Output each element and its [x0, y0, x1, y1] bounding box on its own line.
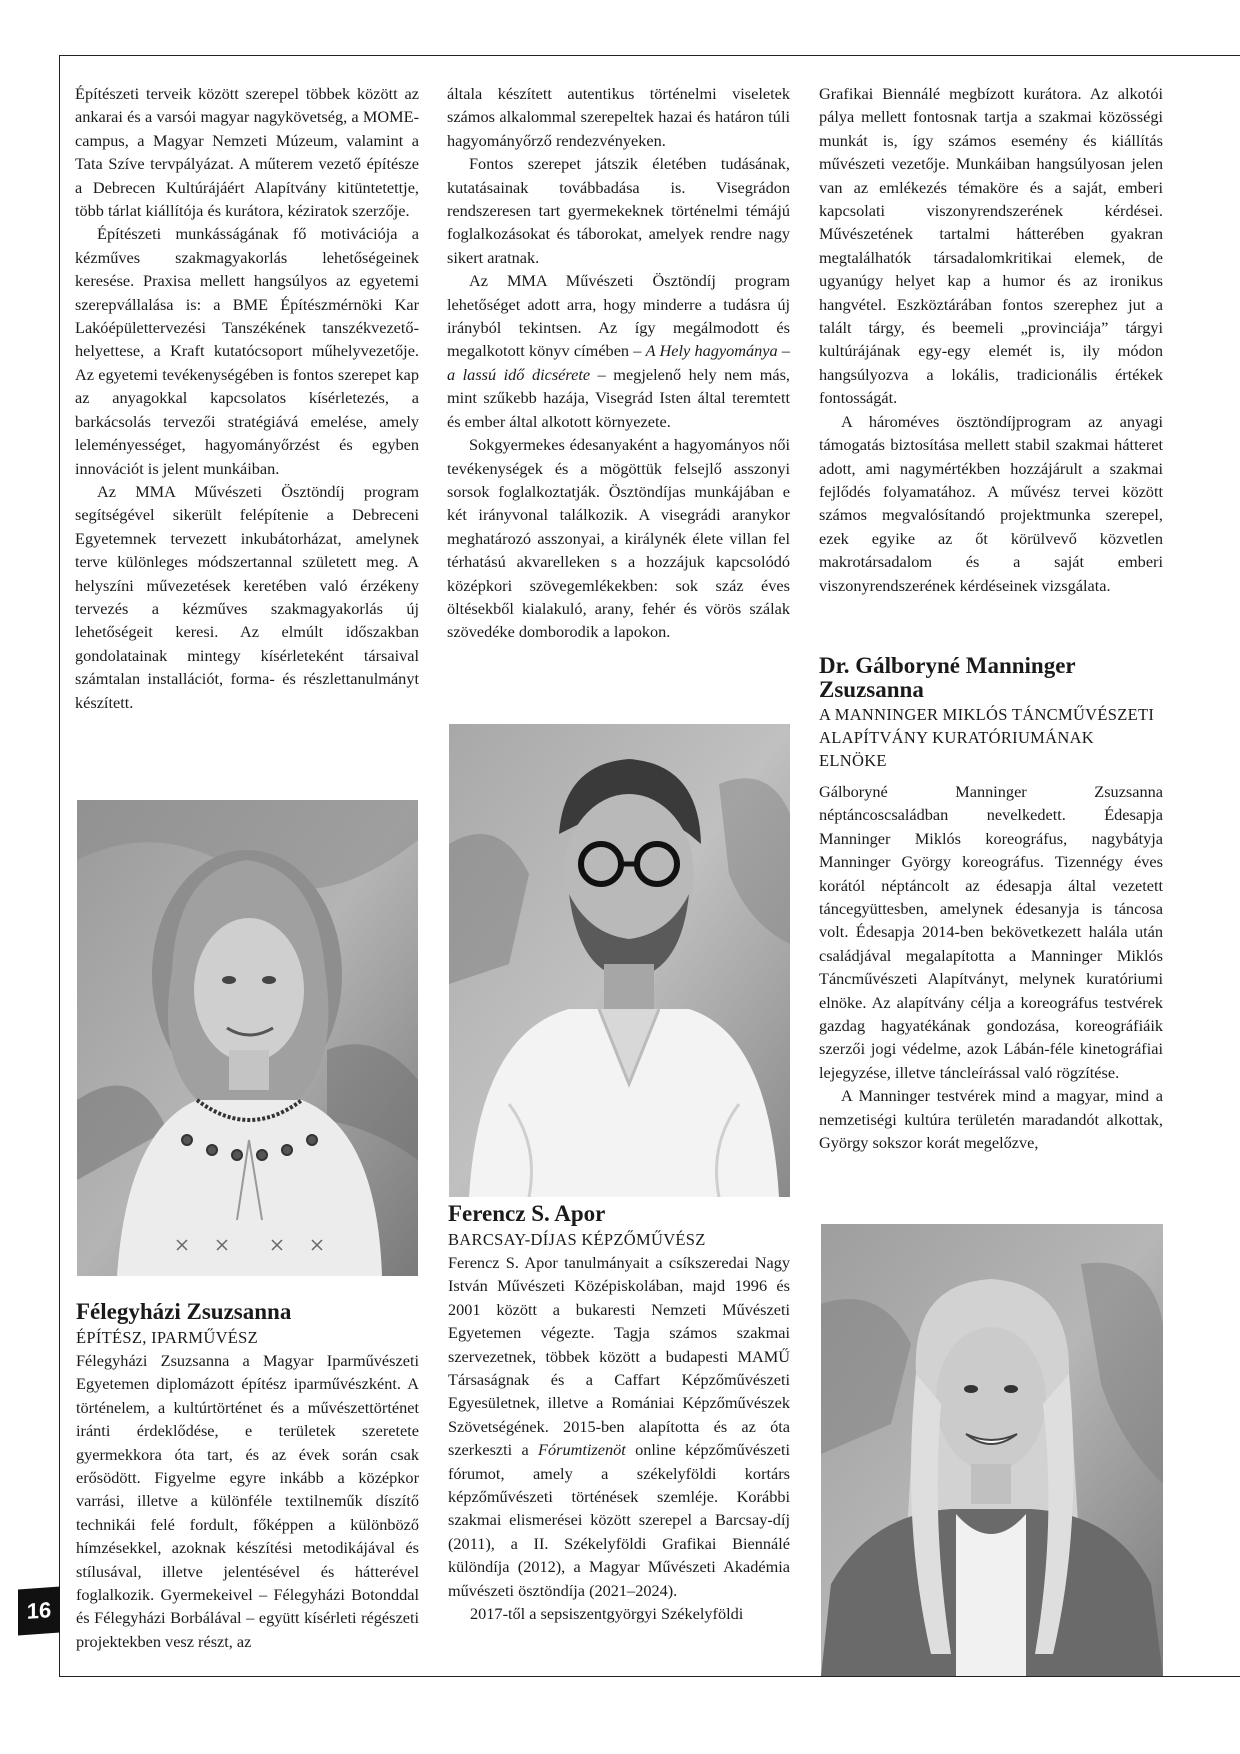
profile-name: Ferencz S. Apor — [448, 1201, 606, 1226]
paragraph: A Manninger testvérek mind a magyar, mind a nemzetiségi kultúra területén maradandót alkottak, György sokszor korát megelőzve, — [819, 1086, 1163, 1153]
paragraph: A hároméves ösztöndíjprogram az anyagi támogatás biztosítása mellett stabil szakmai hátteret adott, ami nagymértékben hozzájárult a szakmai fejlődés folyamatához. A művész tervei között számos megvalósítandó projektmunka szerepel, ezek egyike az őt körülvevő közvetlen makrotársadalom és a saját emberi viszonyrendszerének kérdéseinek vizsgálata. — [819, 411, 1163, 595]
paragraph: Építészeti terveik között szerepel többek között az ankarai és a varsói magyar nagykövetség, a MOME-campus, a Magyar Nemzeti Múzeum, valamint a Tata Szíve tervpályázat. A műterem vezető építésze a Debrecen Kultúrájáért Alapítvány kitüntetettje, több tárlat kiállítója és kurátora, kéziratok szerzője. — [75, 84, 419, 221]
profile-name: Félegyházi Zsuzsanna — [76, 1299, 292, 1324]
book-title: A Hely hagyománya – a lassú idő dicsérete — [447, 341, 791, 384]
paragraph: Az MMA Művészeti Ösztöndíj program segítségével sikerült felépítenie a Debreceni Egyetemnek tervezett inkubátorházat, amelynek terve különleges módszertannal született meg. A helyszíni művezetések keretében való érzékeny tervezés a kézműves szakmagyakorlás új lehetőségeit keresi. Az elmúlt időszakban gondolatainak mintegy kísérleteként társaival számtalan installációt, forma- és részlettanulmányt készített. — [75, 481, 419, 712]
profile-role: BARCSAY-DÍJAS KÉPZŐMŰVÉSZ — [448, 1230, 706, 1249]
article-column-3 — [819, 82, 1163, 597]
page-number: 16 — [18, 1587, 60, 1636]
paragraph: 2017-től a sepsiszentgyörgyi Székelyföldi — [470, 1604, 744, 1624]
text-run: – megjelenő hely nem más, mint szűkebb hazája, Visegrád Isten által teremtett és ember által alkotott környezete. — [447, 364, 790, 431]
profile-bio — [76, 1349, 419, 1653]
paragraph: Félegyházi Zsuzsanna a Magyar Iparművészeti Egyetemen diplomázott építész iparművészként. A történelem, a kultúrtörténet és a művészettörténet iránti érdeklődése, e területek szeretete gyermekkora óta tart, és az évek során csak erősödött. Figyelme egyre inkább a középkor varrási, illetve a különféle textilneműk díszítő technikái felé fordult, főképpen a különböző hímzésekkel, azoknak készítési metodikájával és stílusával, illetve jelentésével és hátterével foglalkozik. Gyermekeivel – Félegyházi Botonddal és Félegyházi Borbálával – együtt kísérleti régészeti projektekben vesz részt, az — [76, 1351, 419, 1651]
paragraph — [448, 1251, 790, 1602]
paragraph: Grafikai Biennálé megbízott kurátora. Az alkotói pálya mellett fontosnak tartja a szakmai közösségi munkát is, így számos esemény és kiállítás művészeti vezetője. Munkáiban hangsúlyosan jelen van az emlékezés témaköre és a saját, emberi kapcsolati viszonyrendszerének kérdései. Művészetének tartalmi hátterében gyakran megtalálhatók társadalomkritikai elemek, de ugyanúgy helyet kap a humor és az ironikus hangvétel. Eszköztárában fontos szerephez jut a talált tárgy, és beemeli „provinciája” tárgyi kultúrájának egy-egy elemét is, ily módon hangsúlyozva a lokális, tradicionális értékek fontosságát. — [819, 84, 1163, 408]
profile-bio — [448, 1251, 790, 1626]
paragraph: általa készített autentikus történelmi viseletek számos alkalommal szerepeltek hazai és határon túli hagyományőrző rendezvényeken. — [447, 84, 790, 150]
portrait-photo-woman-curly-hair — [77, 800, 418, 1276]
text-run: Az MMA Művészeti Ösztöndíj program lehetőséget adott arra, hogy minderre a tudásra új irányból tekintsen. Az így megálmodott és megalkotott könyv címében – — [447, 271, 790, 361]
forum-title: Fórumtizenöt — [538, 1440, 626, 1460]
text-run: online képzőművészeti fórumot, amely a székelyföldi kortárs képzőművészeti történések szemléje. Korábbi szakmai elismerései között szerepel a Barcsay-díj (2011), a II. Székelyföldi Grafikai Biennálé különdíja (2012), a Magyar Művészeti Akadémia művészeti ösztöndíja (2021–2024). — [448, 1440, 790, 1600]
paragraph: Gálboryné Manninger Zsuzsanna néptáncoscsaládban nevelkedett. Édesapja Manninger Miklós koreográfus, nagybátyja Manninger György koreográfus. Tizennégy éves korától néptáncolt az édesapja által vezetett táncegyüttesben, amelynek édesanyja is táncosa volt. Édesapja 2014-ben bekövetkezett halála után családjával megalapította a Manninger Miklós Táncművészeti Alapítványt, melynek kuratóriumi elnöke. Az alapítvány célja a koreográfus testvérek gazdag hagyatékának gondozása, koreográfiáik szerzői jogi védelme, azok Lábán-féle kinetográfiai lejegyzése, illetve táncleírással való rögzítése. — [819, 782, 1163, 1082]
profile-role: A MANNINGER MIKLÓS TÁNCMŰVÉSZETI ALAPÍTVÁNY KURATÓRIUMÁNAK ELNÖKE — [819, 705, 1155, 770]
portrait-photo-man-glasses — [449, 724, 790, 1197]
paragraph: Fontos szerepet játszik életében tudásának, kutatásainak továbbadása is. Visegrádon rendszeresen tart gyermekeknek történelmi témájú foglalkozásokat és táborokat, amelyek rendre nagy sikert aratnak. — [447, 154, 790, 267]
profile-name: Dr. Gálboryné Manninger Zsuzsanna — [819, 653, 1076, 702]
paragraph — [447, 269, 790, 433]
profile-role: ÉPÍTÉSZ, IPARMŰVÉSZ — [76, 1328, 259, 1347]
article-column-1 — [75, 82, 419, 714]
paragraph: Építészeti munkásságának fő motivációja a kézműves szakmagyakorlás lehetőségeinek keresése. Praxisa mellett hangsúlyos az egyetemi szerepvállalása is: a BME Építészmérnöki Kar Lakóépülettervezési Tanszékének tanszékvezető-helyettese, a Kraft kutatócsoport műhelyvezetője. Az egyetemi tevékenységében is fontos szerepet kap az anyagokkal kapcsolatos kísérletezés, a barkácsolás tervezői stratégiává emelése, amely leleményességet, hagyományőrzést és egyben innovációt is jelent munkáiban. — [75, 224, 419, 478]
portrait-photo-woman-long-blonde-hair — [821, 1224, 1163, 1676]
text-run: Ferencz S. Apor tanulmányait a csíkszeredai Nagy István Művészeti Középiskolában, majd 1996 és 2001 között a bukaresti Nemzeti Művészeti Egyetemen végezte. Tagja számos szakmai szervezetnek, többek között a budapesti MAMŰ Társaságnak és a Caffart Képzőművészeti Egyesületnek, illetve a Romániai Képzőművészek Szövetségének. 2015-ben alapította és az óta szerkeszti a — [448, 1253, 790, 1460]
profile-bio — [819, 780, 1163, 1155]
paragraph: Sokgyermekes édesanyaként a hagyományos női tevékenységek és a mögöttük felsejlő asszonyi sorsok foglalkoztatják. Ösztöndíjas munkájában e két irányvonal találkozik. A visegrádi aranykor meghatározó asszonyai, a királynék élete villan fel térhatású akvarelleken s a hozzájuk kapcsolódó középkori szövegemlékekben: sok száz éves öltésekből kialakuló, arany, fehér és vörös szálak szövedéke domborodik a lapokon. — [447, 435, 790, 642]
article-column-2 — [447, 82, 790, 644]
